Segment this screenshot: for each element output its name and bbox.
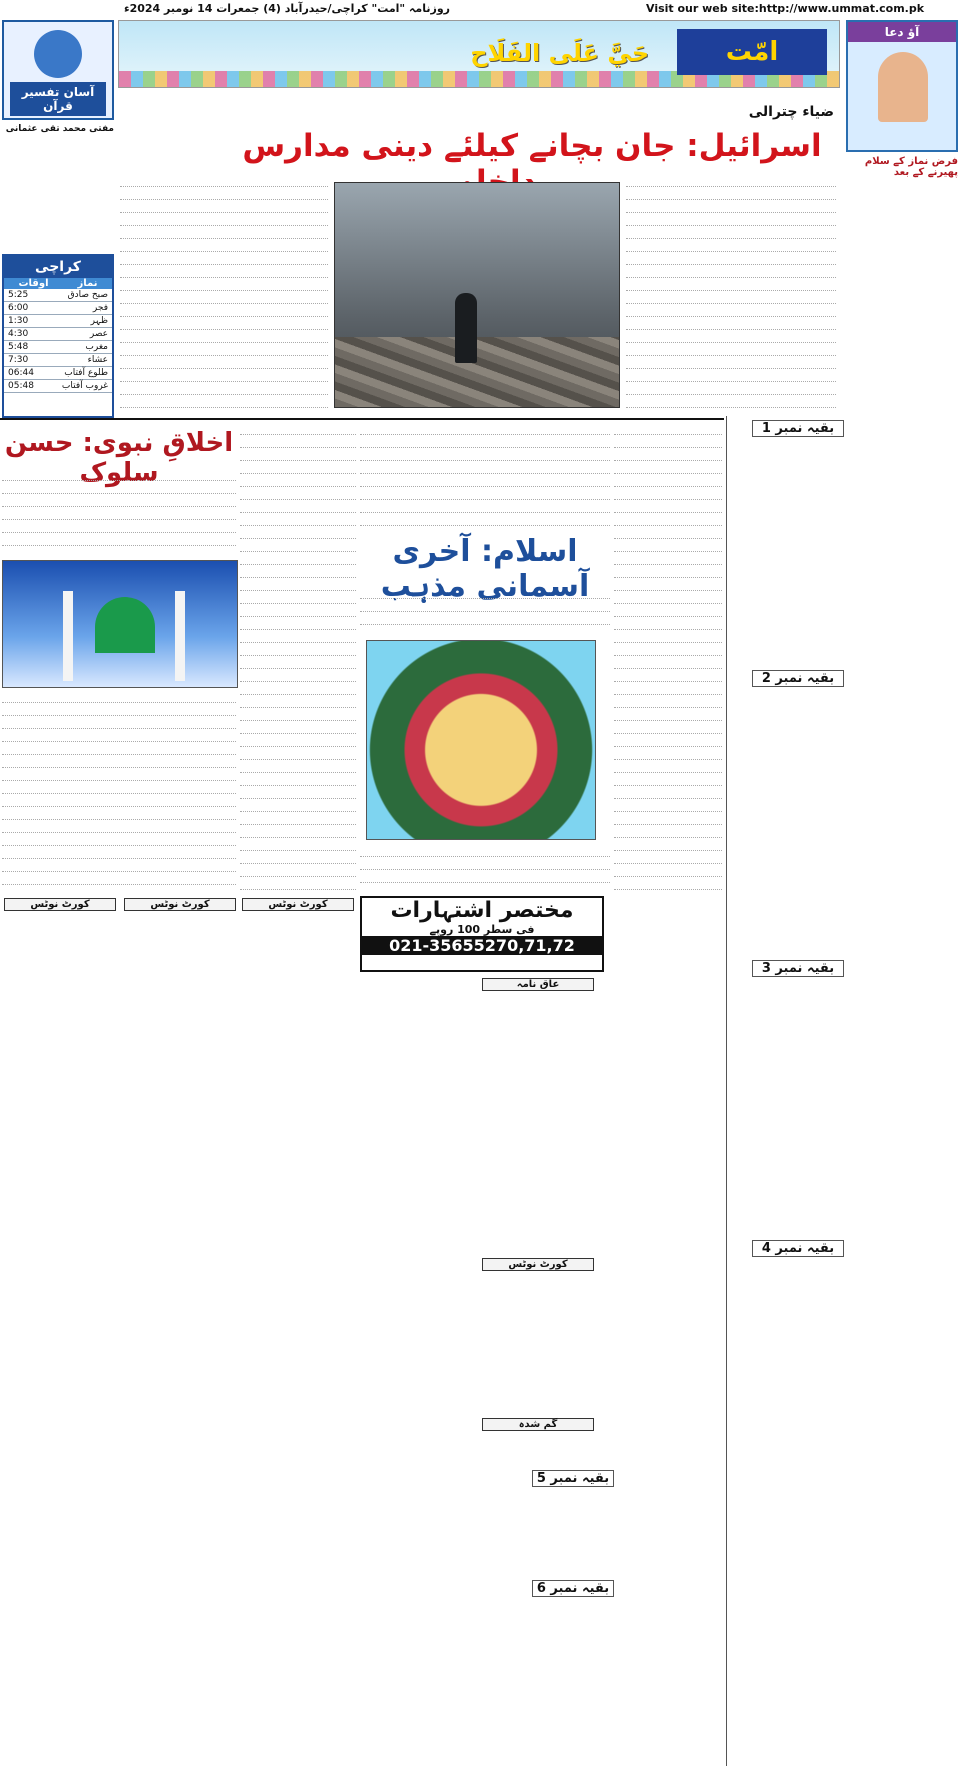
text-line xyxy=(360,846,610,857)
text-line xyxy=(626,319,836,330)
prayer-time: 5:48 xyxy=(8,342,29,352)
text-line xyxy=(2,470,236,481)
minaret xyxy=(175,591,185,681)
text-line xyxy=(614,489,722,500)
text-line xyxy=(240,567,356,578)
text-line xyxy=(240,619,356,630)
prayer-times-box xyxy=(2,254,114,418)
text-line xyxy=(240,489,356,500)
text-line xyxy=(2,718,236,729)
text-line xyxy=(240,879,356,890)
text-line xyxy=(626,241,836,252)
continued-label: بقیہ نمبر 1 xyxy=(752,420,844,437)
text-line xyxy=(240,736,356,747)
text-line xyxy=(360,614,610,625)
text-line xyxy=(240,788,356,799)
text-line xyxy=(2,731,236,742)
text-line xyxy=(240,827,356,838)
notice-header: گم شدہ xyxy=(482,1418,594,1431)
notice-header: عاق نامہ xyxy=(482,978,594,991)
text-line xyxy=(120,280,328,291)
ad-title: مختصر اشتہارات xyxy=(390,898,574,923)
text-line xyxy=(360,872,610,883)
prayer-time-row xyxy=(4,315,112,328)
minaret xyxy=(63,591,73,681)
quran-author: مفتی محمد تقی عثمانی xyxy=(5,124,114,134)
text-line xyxy=(2,783,236,794)
text-line xyxy=(120,319,328,330)
text-line xyxy=(626,215,836,226)
text-line xyxy=(360,437,610,448)
prayer-time-row xyxy=(4,328,112,341)
text-line xyxy=(626,371,836,382)
prayer-time-row xyxy=(4,380,112,393)
text-line xyxy=(360,463,610,474)
text-line xyxy=(120,345,328,356)
text-line xyxy=(614,606,722,617)
notice-header: کورٹ نوٹس xyxy=(242,898,354,911)
text-line xyxy=(240,463,356,474)
text-line xyxy=(240,541,356,552)
text-line xyxy=(626,176,836,187)
city-name: کراچی xyxy=(4,256,112,278)
ad-subtitle: فی سطر 100 روپے xyxy=(429,923,535,936)
right-column-a xyxy=(614,424,722,894)
text-line xyxy=(626,410,836,412)
text-line xyxy=(2,535,236,546)
text-line xyxy=(614,554,722,565)
continued-label: بقیہ نمبر 2 xyxy=(752,670,844,687)
text-line xyxy=(626,306,836,317)
text-line xyxy=(240,645,356,656)
prayer-time-row xyxy=(4,302,112,315)
text-line xyxy=(240,840,356,851)
continued-label: بقیہ نمبر 5 xyxy=(532,1470,614,1487)
text-line xyxy=(2,509,236,520)
text-line xyxy=(240,853,356,864)
text-line xyxy=(360,502,610,513)
text-line xyxy=(614,762,722,773)
text-line xyxy=(240,814,356,825)
text-line xyxy=(360,476,610,487)
text-line xyxy=(240,580,356,591)
text-line xyxy=(240,671,356,682)
text-line xyxy=(614,619,722,630)
text-line xyxy=(614,697,722,708)
text-line xyxy=(120,410,328,412)
text-line xyxy=(2,483,236,494)
text-line xyxy=(2,809,236,820)
text-line xyxy=(2,692,236,703)
notice-header: کورٹ نوٹس xyxy=(482,1258,594,1271)
text-line xyxy=(2,705,236,716)
text-line xyxy=(614,775,722,786)
prayer-name: عصر xyxy=(89,329,108,339)
islam-text-bottom xyxy=(360,846,610,890)
text-line xyxy=(240,775,356,786)
text-line xyxy=(120,215,328,226)
text-line xyxy=(614,463,722,474)
text-line xyxy=(2,548,236,556)
prayer-heading: فرض نماز کے سلام پھیرنے کے بعد xyxy=(864,156,958,178)
text-line xyxy=(120,371,328,382)
text-line xyxy=(120,176,328,187)
text-line xyxy=(614,645,722,656)
text-line xyxy=(240,866,356,877)
prayer-name: عشاء xyxy=(87,355,108,365)
prayer-time: 1:30 xyxy=(8,316,29,326)
prayer-title: آؤ دعا xyxy=(848,22,956,42)
text-line xyxy=(614,827,722,838)
text-line xyxy=(120,306,328,317)
column-rule xyxy=(726,416,727,1766)
text-line xyxy=(614,424,722,435)
text-line xyxy=(2,874,236,885)
text-line xyxy=(240,528,356,539)
prayer-name: غروب آفتاب xyxy=(61,381,108,391)
text-line xyxy=(120,332,328,343)
text-line xyxy=(120,189,328,200)
text-line xyxy=(614,528,722,539)
newspaper-logo: امّت xyxy=(677,29,827,75)
prayer-time-row xyxy=(4,289,112,302)
praying-hands-icon xyxy=(878,52,928,122)
text-line xyxy=(2,770,236,781)
text-line xyxy=(614,684,722,695)
text-line xyxy=(360,588,610,599)
text-line xyxy=(120,384,328,395)
text-line xyxy=(240,762,356,773)
text-line xyxy=(240,723,356,734)
continued-label: بقیہ نمبر 3 xyxy=(752,960,844,977)
text-line xyxy=(614,788,722,799)
text-line xyxy=(2,835,236,846)
text-line xyxy=(2,522,236,533)
text-line xyxy=(240,697,356,708)
text-line xyxy=(120,267,328,278)
text-line xyxy=(614,632,722,643)
text-line xyxy=(614,723,722,734)
text-line xyxy=(2,757,236,768)
text-line xyxy=(614,840,722,851)
text-line xyxy=(614,515,722,526)
islam-text xyxy=(360,588,610,634)
text-line xyxy=(614,502,722,513)
text-line xyxy=(626,358,836,369)
prayer-time: 4:30 xyxy=(8,329,29,339)
prayer-time: 6:00 xyxy=(8,303,29,313)
akhlaq-title: اخلاقِ نبوی: حسن سلوک xyxy=(2,428,236,468)
text-line xyxy=(240,450,356,461)
text-line xyxy=(240,476,356,487)
dateline: روزنامہ "امت" کراچی/حیدرآباد (4) جمعرات 14 نومبر 2024ء xyxy=(123,2,450,15)
text-line xyxy=(240,515,356,526)
child-figure xyxy=(455,293,477,363)
text-line xyxy=(240,658,356,669)
text-line xyxy=(614,801,722,812)
text-line xyxy=(240,424,356,435)
text-line xyxy=(626,267,836,278)
green-dome xyxy=(95,597,155,653)
text-line xyxy=(2,796,236,807)
top-bar xyxy=(0,0,960,20)
masthead xyxy=(118,20,840,88)
text-line xyxy=(626,293,836,304)
text-line xyxy=(360,515,610,526)
text-line xyxy=(614,476,722,487)
text-line xyxy=(626,202,836,213)
islam-title: اسلام: آخری آسمانی مذہب xyxy=(380,534,590,604)
text-line xyxy=(360,601,610,612)
text-line xyxy=(240,892,356,894)
text-line xyxy=(360,450,610,461)
prayer-time: 05:48 xyxy=(8,381,34,391)
text-line xyxy=(240,749,356,760)
text-line xyxy=(240,801,356,812)
text-line xyxy=(2,848,236,859)
text-line xyxy=(626,397,836,408)
story-column-left xyxy=(120,176,328,412)
notice-header: کورٹ نوٹس xyxy=(124,898,236,911)
text-line xyxy=(614,736,722,747)
text-line xyxy=(614,567,722,578)
text-line xyxy=(240,606,356,617)
text-line xyxy=(2,744,236,755)
text-line xyxy=(614,814,722,825)
main-headline[interactable]: اسرائیل: جان بچانے کیلئے دینی مدارس xyxy=(242,128,822,164)
text-line xyxy=(240,554,356,565)
akhlaq-text-top xyxy=(2,470,236,556)
text-line xyxy=(614,892,722,894)
quran-flowers-image xyxy=(366,640,596,840)
text-line xyxy=(614,853,722,864)
text-line xyxy=(240,710,356,721)
text-line xyxy=(2,861,236,872)
text-line xyxy=(120,293,328,304)
website-link[interactable]: Visit our web site:http://www.ummat.com.pk xyxy=(646,2,925,15)
text-line xyxy=(626,254,836,265)
prayer-name: ظہر xyxy=(90,316,108,326)
prayer-name: طلوع آفتاب xyxy=(64,368,108,378)
prayer-time: 7:30 xyxy=(8,355,29,365)
text-line xyxy=(614,541,722,552)
prayer-time-row xyxy=(4,341,112,354)
text-line xyxy=(120,202,328,213)
prayer-name: فجر xyxy=(92,303,108,313)
ad-contact[interactable]: 021-35655270,71,72 xyxy=(362,936,602,955)
prayer-time: 5:25 xyxy=(8,290,29,300)
notices-area xyxy=(2,898,724,1768)
prayer-time: 06:44 xyxy=(8,368,34,378)
masthead-slogan: حَيَّ عَلَى الفَلَاح xyxy=(470,39,649,67)
prayer-time-row xyxy=(4,367,112,380)
continued-label: بقیہ نمبر 6 xyxy=(532,1580,614,1597)
text-line xyxy=(120,254,328,265)
text-line xyxy=(120,397,328,408)
text-line xyxy=(626,384,836,395)
text-line xyxy=(626,228,836,239)
quran-box xyxy=(2,20,114,120)
text-line xyxy=(614,866,722,877)
text-line xyxy=(626,189,836,200)
text-line xyxy=(240,437,356,448)
text-line xyxy=(360,489,610,500)
text-line xyxy=(120,358,328,369)
gaza-rubble-photo xyxy=(334,182,620,408)
middle-column-a xyxy=(240,424,356,894)
prayer-time-row xyxy=(4,354,112,367)
notice-header: کورٹ نوٹس xyxy=(4,898,116,911)
text-line xyxy=(240,502,356,513)
text-line xyxy=(614,437,722,448)
text-line xyxy=(120,241,328,252)
quran-title: آسان تفسیر قرآن xyxy=(10,82,106,116)
text-line xyxy=(614,749,722,760)
text-line xyxy=(614,593,722,604)
section-divider xyxy=(0,418,724,420)
middle-column-b xyxy=(360,424,610,528)
text-line xyxy=(240,684,356,695)
mosque-image xyxy=(2,560,238,688)
rubble-graphic xyxy=(335,337,619,407)
times-header-1: اوقات xyxy=(18,278,49,289)
text-line xyxy=(614,580,722,591)
times-header-2: نماز xyxy=(77,278,98,289)
prayer-box xyxy=(846,20,958,152)
text-line xyxy=(626,345,836,356)
prayer-name: صبح صادق xyxy=(67,290,108,300)
text-line xyxy=(360,859,610,870)
text-line xyxy=(240,632,356,643)
text-line xyxy=(614,450,722,461)
text-line xyxy=(2,496,236,507)
text-line xyxy=(240,593,356,604)
continued-label: بقیہ نمبر 4 xyxy=(752,1240,844,1257)
text-line xyxy=(626,332,836,343)
text-line xyxy=(360,424,610,435)
book-icon xyxy=(34,30,82,78)
text-line xyxy=(120,228,328,239)
text-line xyxy=(614,671,722,682)
story-column-right xyxy=(626,176,836,412)
akhlaq-text-bottom xyxy=(2,692,236,892)
text-line xyxy=(614,879,722,890)
byline: ضیاء چترالی xyxy=(748,104,834,120)
prayer-name: مغرب xyxy=(85,342,108,352)
story-lead xyxy=(630,104,834,120)
text-line xyxy=(614,658,722,669)
text-line xyxy=(2,822,236,833)
text-line xyxy=(2,887,236,892)
text-line xyxy=(626,280,836,291)
text-line xyxy=(614,710,722,721)
